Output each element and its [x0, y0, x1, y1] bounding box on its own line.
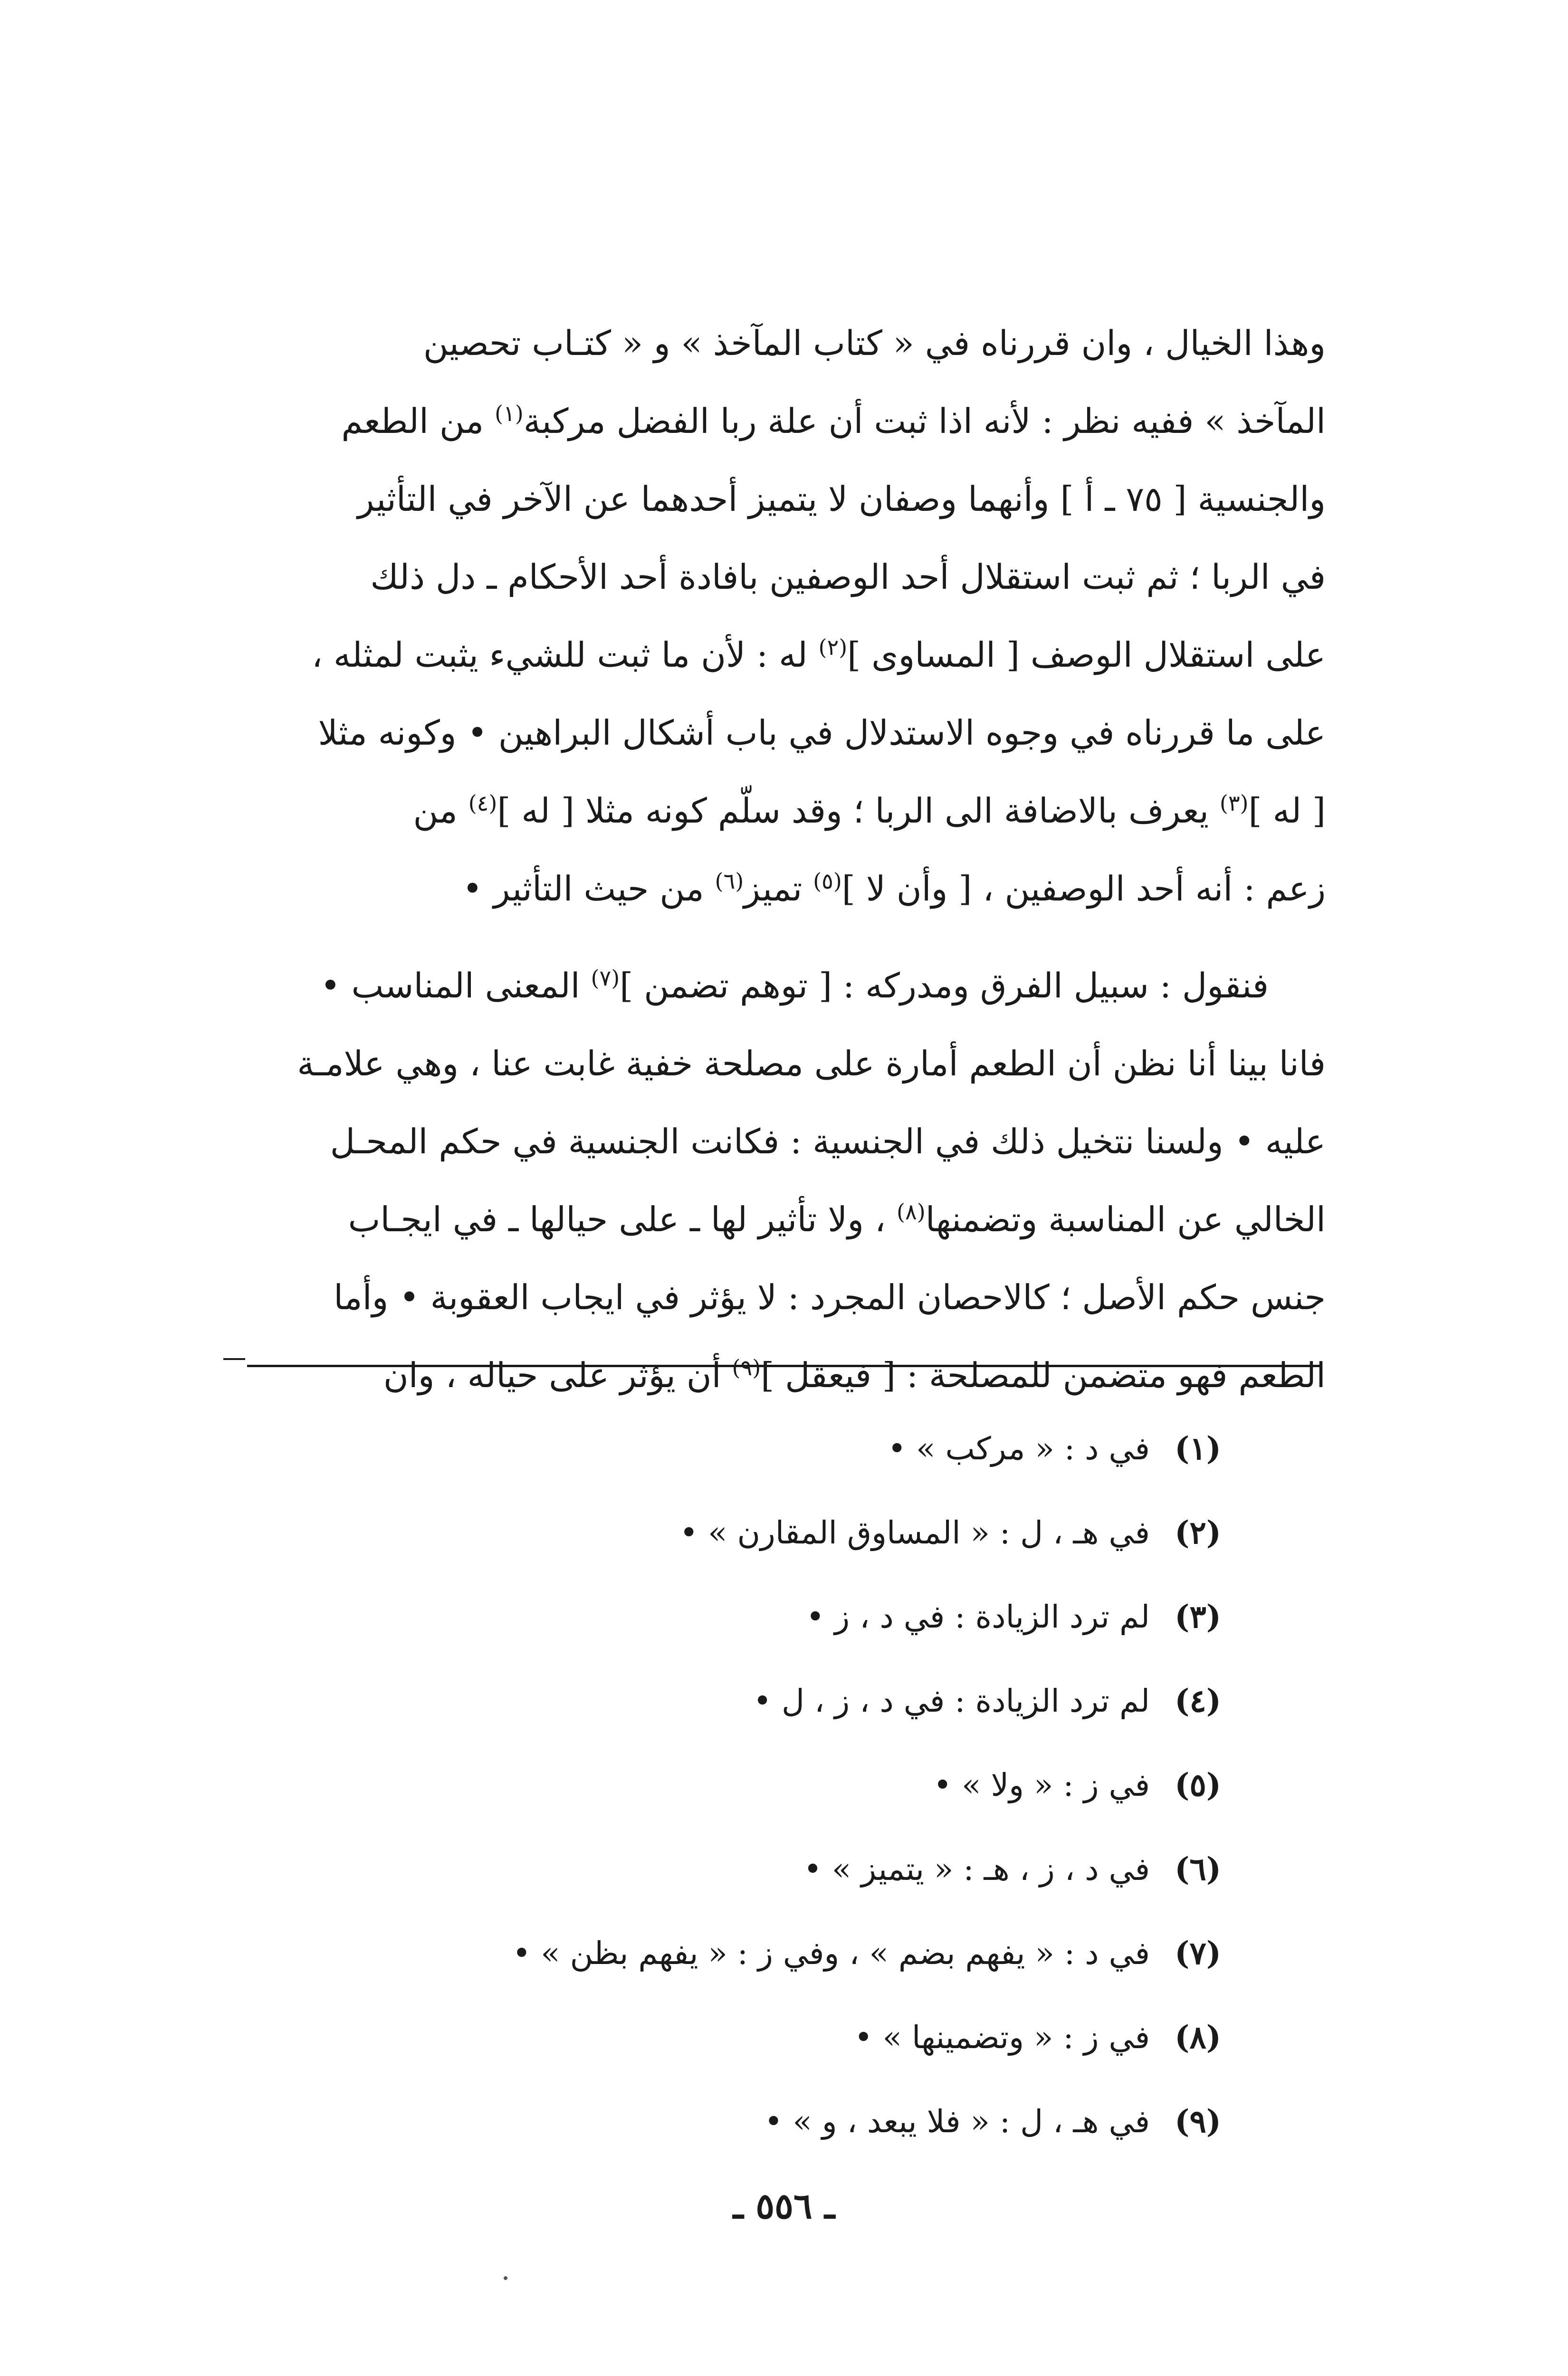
- text-line: المآخذ » ففيه نظر : لأنه اذا ثبت أن علة ربا الفضل مركبة$^{(١)}$ من الطعم: [341, 401, 1326, 441]
- footnote-number: (١): [1175, 1430, 1221, 1467]
- text-line: عليه • ولسنا نتخيل ذلك في الجنسية : فكانت الجنسية في حكم المحـل: [330, 1121, 1326, 1161]
- footnote-number: (٣): [1175, 1598, 1221, 1635]
- text-line: في الربا ؛ ثم ثبت استقلال أحد الوصفين بافادة أحد الأحكام ـ دل ذلك: [370, 557, 1326, 597]
- footnote-number: (٢): [1175, 1514, 1221, 1551]
- text-line: فنقول : سبيل الفرق ومدركه : [ توهم تضمن ]$^{(٧)}$ المعنى المناسب •: [320, 965, 1269, 1006]
- footnote-text: في د : « يفهم بضم » ، وفي ز : « يفهم بظن » •: [512, 1935, 1150, 1972]
- footnote-ref[interactable]: (٣): [1219, 790, 1249, 816]
- footnote-item: [223, 1911, 1221, 1995]
- footnote-number: (٨): [1175, 2019, 1221, 2056]
- footnote-item: [223, 1491, 1221, 1575]
- footnote-ref[interactable]: (٥): [813, 868, 842, 894]
- footnote-text: لم ترد الزيادة : في د ، ز ، ل •: [753, 1683, 1150, 1719]
- scan-speck: [504, 2276, 507, 2280]
- text-line: على ما قررناه في وجوه الاستدلال في باب أشكال البراهين • وكونه مثلا: [318, 713, 1326, 753]
- footnote-ref[interactable]: (٢): [818, 634, 848, 660]
- footnote-item: [223, 1995, 1221, 2079]
- main-text: [228, 304, 1326, 1414]
- footnote-ref[interactable]: (١): [495, 401, 524, 426]
- footnote-ref[interactable]: (٤): [468, 790, 497, 816]
- footnote-ref[interactable]: (٦): [715, 868, 744, 894]
- footnote-number: (٧): [1175, 1935, 1221, 1972]
- text-line: الخالي عن المناسبة وتضمنها$^{(٨)}$ ، ولا تأثير لها ـ على حيالها ـ في ايجـاب: [348, 1199, 1326, 1239]
- paragraph-1: [228, 304, 1326, 928]
- footnote-text: في ز : « وتضمينها » •: [854, 2019, 1150, 2056]
- footnote-text: في هـ ، ل : « فلا يبعد ، و » •: [764, 2103, 1150, 2140]
- text-line: والجنسية [ ٧٥ ـ أ ] وأنهما وصفان لا يتميز أحدهما عن الآخر في التأثير: [357, 479, 1326, 519]
- footnotes-list: [223, 1407, 1221, 2164]
- footnote-ref[interactable]: (٧): [591, 965, 620, 991]
- separator-mark: [223, 1358, 245, 1360]
- footnote-text: لم ترد الزيادة : في د ، ز •: [806, 1599, 1150, 1635]
- footnote-item: [223, 1575, 1221, 1659]
- footnote-text: في د : « مركب » •: [888, 1430, 1150, 1467]
- footnote-number: (٤): [1175, 1682, 1221, 1719]
- footnote-item: [223, 2079, 1221, 2164]
- text-line: زعم : أنه أحد الوصفين ، [ وأن لا ]$^{(٥)}$ تميز$^{(٦)}$ من حيث التأثير •: [462, 868, 1326, 909]
- page-number: ـ ٥٥٦ ـ: [733, 2186, 835, 2227]
- footnote-item: [223, 1659, 1221, 1743]
- footnote-text: في د ، ز ، هـ : « يتميز » •: [803, 1851, 1150, 1887]
- footnote-text: في ز : « ولا » •: [933, 1767, 1150, 1803]
- footnote-number: (٥): [1175, 1766, 1221, 1803]
- text-line: على استقلال الوصف [ المساوى ]$^{(٢)}$ له : لأن ما ثبت للشيء يثبت لمثله ،: [311, 634, 1326, 675]
- footnote-ref[interactable]: (٨): [897, 1199, 926, 1225]
- text-line: فانا بينا أنا نظن أن الطعم أمارة على مصلحة خفية غابت عنا ، وهي علامـة: [297, 1044, 1326, 1083]
- footnote-ref[interactable]: (٩): [732, 1355, 761, 1380]
- footnote-number: (٩): [1175, 2103, 1221, 2140]
- text-line: الطعم فهو متضمن للمصلحة : [ فيعقل ]$^{(٩)}$ أن يؤثر على حياله ، وان: [383, 1355, 1326, 1395]
- footnote-item: [223, 1827, 1221, 1911]
- footnote-item: [223, 1407, 1221, 1491]
- text-line: جنس حكم الأصل ؛ كالاحصان المجرد : لا يؤثر في ايجاب العقوبة • وأما: [334, 1277, 1326, 1317]
- footnote-number: (٦): [1175, 1850, 1221, 1887]
- footnote-separator: [247, 1365, 1321, 1367]
- text-line: [ له ]$^{(٣)}$ يعرف بالاضافة الى الربا ؛ وقد سلّم كونه مثلا [ له ]$^{(٤)}$ من: [413, 790, 1326, 831]
- text-line: وهذا الخيال ، وان قررناه في « كتاب المآخذ » و « كتـاب تحصين: [423, 323, 1326, 363]
- footnote-text: في هـ ، ل : « المساوق المقارن » •: [679, 1514, 1150, 1551]
- footnote-item: [223, 1743, 1221, 1827]
- paragraph-2: [228, 947, 1326, 1414]
